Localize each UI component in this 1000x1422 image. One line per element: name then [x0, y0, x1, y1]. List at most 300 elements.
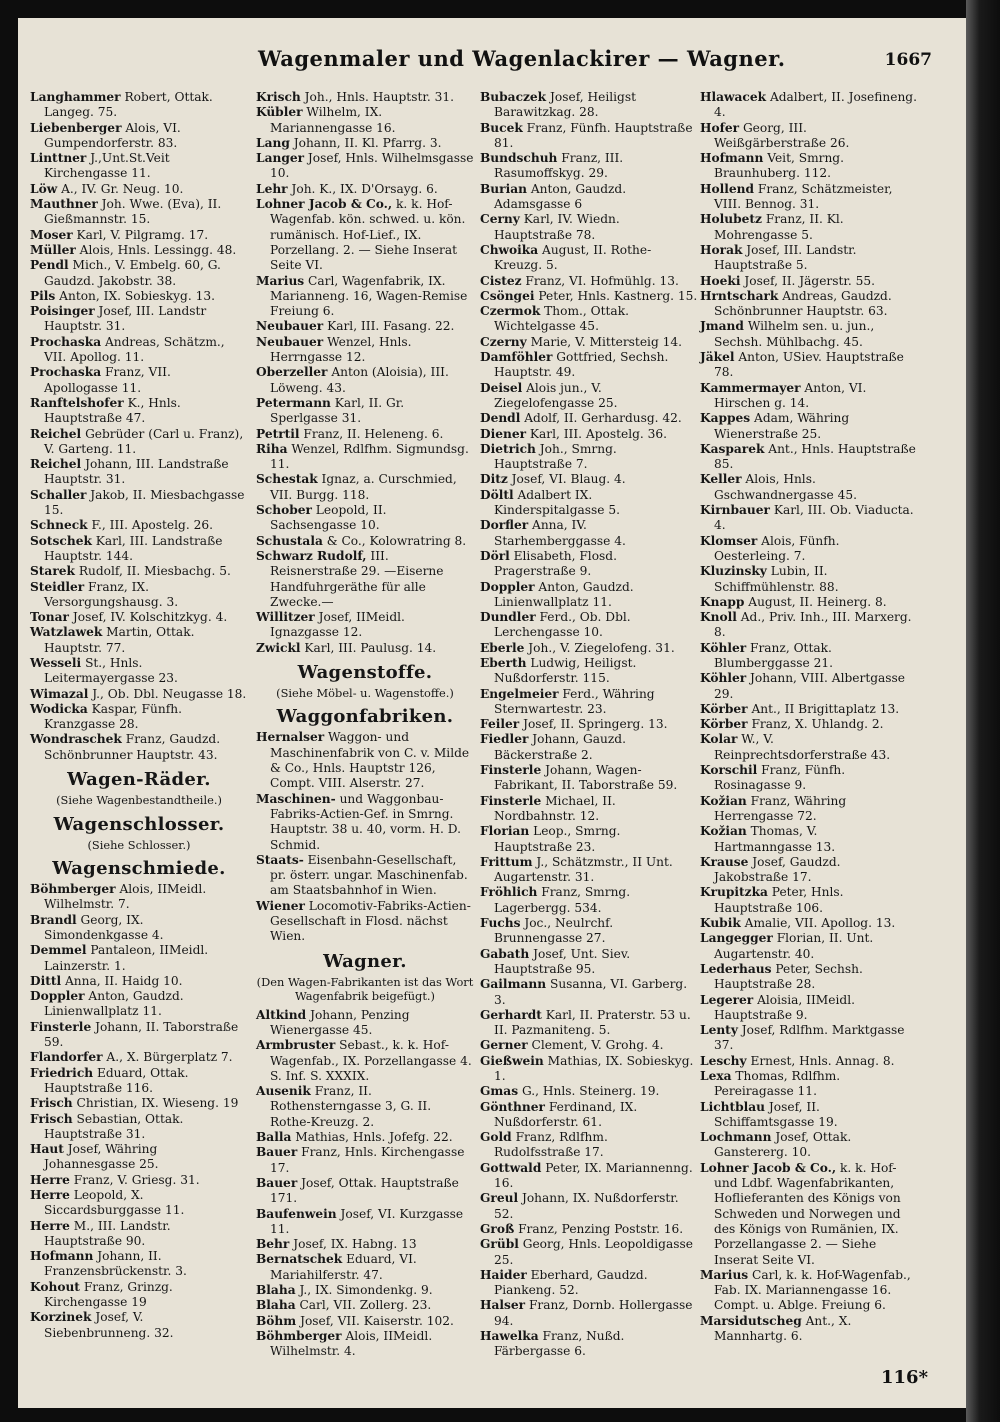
entry-name: Blaha: [256, 1282, 296, 1297]
directory-entry: [700, 641, 918, 672]
entry-name: Mauthner: [30, 197, 98, 212]
entry-details: Carl, k. k. Hof-Wagenfab., Fab. IX. Mariannengasse 16. Compt. u. Ablge. Freiung 6.: [714, 1267, 911, 1313]
entry-details: Ignaz, a. Curschmied, VII. Burgg. 118.: [270, 472, 457, 502]
directory-entry: [30, 457, 248, 488]
directory-entry: [256, 1283, 474, 1298]
entry-name: Kohout: [30, 1279, 80, 1294]
entry-details: Joh., V. Ziegelofeng. 31.: [528, 640, 675, 655]
entry-name: Gailmann: [480, 977, 547, 992]
entry-details: Karl, III. Fasang. 22.: [327, 319, 455, 334]
entry-name: Hofmann: [700, 151, 764, 166]
entry-details: Josef, Rdlfhm. Marktgasse 37.: [714, 1023, 905, 1053]
entry-details: G., Hnls. Steinerg. 19.: [521, 1084, 660, 1099]
entry-details: & Co., Kolowratring 8.: [326, 533, 467, 548]
entry-name: Moser: [30, 227, 73, 242]
entry-details: Leopold, II. Sachsengasse 10.: [270, 503, 387, 533]
entry-details: J., Ob. Dbl. Neugasse 18.: [92, 686, 247, 701]
directory-entry: [256, 610, 474, 641]
entry-details: Ferd., Ob. Dbl. Lerchengasse 10.: [494, 610, 631, 640]
directory-entry: [30, 687, 248, 702]
directory-entry: [700, 1069, 918, 1100]
entry-name: Gabath: [480, 946, 530, 961]
entry-details: Franz, Hnls. Kirchengasse 17.: [270, 1145, 465, 1175]
entry-name: Poisinger: [30, 304, 95, 319]
entry-details: August, II. Heinerg. 8.: [748, 594, 887, 609]
entry-details: Andreas, Gaudzd. Schönbrunner Hauptstr. 63.: [714, 288, 892, 319]
directory-entry: [480, 1237, 698, 1268]
directory-entry: [256, 472, 474, 503]
entry-details: Eisenbahn-Gesellschaft, pr. österr. ungar. Maschinenfab. am Staatsbahnhof in Wien.: [270, 852, 468, 898]
entry-details: K., Hnls. Hauptstraße 47.: [44, 395, 181, 426]
directory-entry: [30, 151, 248, 182]
entry-details: Josef, Ottak. Hauptstraße 171.: [270, 1175, 459, 1206]
entry-details: Thomas, Rdlfhm. Pereiragasse 11.: [714, 1069, 841, 1099]
entry-details: Joh. K., IX. D'Orsayg. 6.: [291, 181, 438, 196]
book-edge: [966, 0, 1000, 1422]
entry-details: Gottfried, Sechsh. Hauptstr. 49.: [494, 350, 669, 380]
entry-details: J., IX. Simondenkg. 9.: [299, 1282, 433, 1297]
entry-details: Franz, Smrng. Lagerbergg. 534.: [494, 885, 631, 915]
entry-details: Martin, Ottak. Hauptstr. 77.: [44, 625, 195, 655]
directory-entry: [480, 1054, 698, 1085]
entry-name: Ausenik: [256, 1084, 311, 1099]
directory-entry: [256, 197, 474, 273]
entry-details: Franz, Fünfh. Hauptstraße 81.: [494, 120, 693, 150]
directory-entry: [700, 121, 918, 152]
directory-entry: [480, 763, 698, 794]
entry-details: Kaspar, Fünfh. Kranzgasse 28.: [44, 701, 182, 732]
directory-entry: [700, 610, 918, 641]
entry-name: Hawelka: [480, 1329, 539, 1344]
entry-details: Johann, II. Taborstraße 59.: [44, 1019, 239, 1050]
entry-details: A., IV. Gr. Neug. 10.: [61, 181, 184, 196]
entry-details: Ant., II Brigittaplatz 13.: [751, 701, 900, 716]
directory-entry: [256, 549, 474, 610]
entry-details: Georg, Hnls. Leopoldigasse 25.: [494, 1237, 693, 1267]
entry-name: Hoeki: [700, 273, 741, 288]
entry-name: Prochaska: [30, 334, 102, 349]
entry-name: Czermok: [480, 304, 541, 319]
directory-entry: [30, 304, 248, 335]
directory-entry: [30, 1096, 248, 1111]
directory-entry: [480, 274, 698, 289]
entry-name: Burian: [480, 181, 527, 196]
entry-details: Anton, USiev. Hauptstraße 78.: [714, 350, 904, 380]
directory-entry: [700, 763, 918, 794]
entry-name: Bundschuh: [480, 151, 558, 166]
entry-name: Herre: [30, 1218, 70, 1233]
entry-details: Josef, Währing Johannesgasse 25.: [44, 1142, 159, 1172]
entry-name: Kirnbauer: [700, 503, 770, 518]
entry-name: Cistez: [480, 273, 522, 288]
directory-entry: [700, 993, 918, 1024]
entry-details: Susanna, VI. Garberg. 3.: [494, 977, 688, 1007]
entry-details: Adalbert IX. Kinderspitalgasse 5.: [494, 487, 620, 518]
entry-name: Liebenberger: [30, 120, 122, 135]
entry-name: Krupitzka: [700, 885, 768, 900]
entry-details: Joh. Wwe. (Eva), II. Gießmannstr. 15.: [44, 197, 222, 227]
entry-name: Legerer: [700, 992, 754, 1007]
directory-entry: [480, 350, 698, 381]
entry-details: Johann, VIII. Albertgasse 29.: [714, 671, 906, 701]
directory-entry: [700, 824, 918, 855]
entry-details: J.,Unt.St.Veit Kirchengasse 11.: [44, 151, 170, 181]
directory-entry: [480, 212, 698, 243]
entry-details: Sebast., k. k. Hof-Wagenfab., IX. Porzellangasse 4. S. Inf. S. XXXIX.: [270, 1038, 472, 1083]
entry-details: Thom., Ottak. Wichtelgasse 45.: [494, 304, 629, 334]
entry-details: Karl, III. Landstraße Hauptstr. 144.: [44, 533, 223, 563]
entry-name: Marsidutscheg: [700, 1313, 802, 1328]
entry-name: Kammermayer: [700, 380, 801, 395]
entry-name: Wimazal: [30, 686, 89, 701]
directory-entry: [480, 947, 698, 978]
entry-details: Josef, VI. Blaug. 4.: [511, 472, 626, 487]
directory-entry: [480, 1084, 698, 1099]
directory-entry: [256, 1130, 474, 1145]
entry-name: Müller: [30, 242, 76, 257]
entry-name: Feiler: [480, 717, 520, 732]
entry-details: Josef, V. Siebenbrunneng. 32.: [44, 1310, 174, 1340]
directory-entry: [480, 885, 698, 916]
entry-details: Sebastian, Ottak. Hauptstraße 31.: [44, 1111, 184, 1141]
entry-name: Linttner: [30, 151, 87, 166]
entry-name: Eberle: [480, 640, 525, 655]
directory-entry: [30, 732, 248, 763]
directory-entry: [256, 730, 474, 791]
entry-name: Kožian: [700, 793, 747, 808]
entry-details: Peter, IX. Mariannenng. 16.: [494, 1160, 693, 1191]
directory-entry: [480, 289, 698, 304]
directory-entry: [30, 289, 248, 304]
directory-entry: [30, 488, 248, 519]
entry-name: Köhler: [700, 640, 747, 655]
entry-name: Wondraschek: [30, 732, 122, 747]
entry-details: Alois, Hnls. Lessingg. 48.: [79, 242, 237, 257]
entry-name: Haider: [480, 1267, 527, 1282]
directory-entry: [256, 853, 474, 899]
entry-name: Grübl: [480, 1237, 519, 1252]
entry-name: Tonar: [30, 610, 69, 625]
entry-details: Mathias, Hnls. Jofefg. 22.: [295, 1130, 453, 1145]
entry-details: Josef, III. Landstr. Hauptstraße 5.: [714, 242, 857, 273]
entry-details: Joh., Hnls. Hauptstr. 31.: [304, 90, 454, 104]
entry-name: Wesseli: [30, 655, 82, 670]
entry-name: Watzlawek: [30, 625, 103, 640]
entry-details: Franz, Dornb. Hollergasse 94.: [494, 1298, 693, 1328]
directory-entry: [256, 899, 474, 945]
directory-entry: [256, 1329, 474, 1360]
entry-name: Fröhlich: [480, 885, 538, 900]
entry-details: August, II. Rothe-Kreuzg. 5.: [494, 242, 652, 273]
page-number: 1667: [884, 50, 932, 70]
entry-details: Ferd., Währing Sternwartestr. 23.: [494, 686, 655, 716]
entry-details: Marie, V. Mittersteig 14.: [530, 334, 683, 349]
entry-name: Gönthner: [480, 1099, 545, 1114]
directory-entry: [256, 136, 474, 151]
entry-name: Deisel: [480, 380, 523, 395]
directory-entry: [480, 427, 698, 442]
directory-entry: [256, 1145, 474, 1176]
directory-entry: [256, 335, 474, 366]
directory-entry: [480, 687, 698, 718]
entry-details: Franz, Rdlfhm. Rudolfsstraße 17.: [494, 1130, 608, 1160]
entry-name: Herre: [30, 1172, 70, 1187]
directory-entry: [256, 90, 474, 105]
directory-entry: [480, 1008, 698, 1039]
entry-name: Halser: [480, 1298, 526, 1313]
directory-entry: [30, 1280, 248, 1311]
directory-entry: [30, 989, 248, 1020]
directory-entry: [700, 151, 918, 182]
entry-name: Krause: [700, 854, 749, 869]
entry-details: Karl, III. Ob. Viaducta. 4.: [714, 503, 914, 533]
entry-details: Christian, IX. Wieseng. 19: [76, 1096, 239, 1111]
entry-details: Alois, VI. Gumpendorferstr. 83.: [44, 120, 181, 150]
section-heading: Waggonfabriken.: [276, 706, 454, 728]
entry-name: Gerhardt: [480, 1007, 542, 1022]
directory-entry: [256, 1176, 474, 1207]
entry-details: F., III. Apostelg. 26.: [91, 518, 213, 533]
handwritten-sheet-number: 116*: [881, 1367, 928, 1388]
entry-details: Ant., Hnls. Hauptstraße 85.: [714, 441, 916, 472]
entry-details: Wenzel, Hnls. Herrngasse 12.: [270, 334, 412, 365]
entry-details: Ludwig, Heiligst. Nußdorferstr. 115.: [494, 655, 637, 686]
entry-details: Karl, V. Pilgramg. 17.: [76, 227, 209, 242]
directory-entry: [480, 151, 698, 182]
entry-name: Frisch: [30, 1111, 73, 1126]
directory-entry: [480, 794, 698, 825]
entry-details: W., V. Reinprechtsdorferstraße 43.: [714, 732, 891, 762]
entry-details: k. k. Hof-Wagenfab. kön. schwed. u. kön. rumänisch. Hof-Lief., IX. Porzellang. 2. — Siehe Inserat Seite VI.: [270, 197, 466, 273]
entry-name: Wiener: [256, 898, 305, 913]
entry-name: Bauer: [256, 1175, 298, 1190]
directory-entry: [700, 564, 918, 595]
entry-details: Joh., Smrng. Hauptstraße 7.: [494, 441, 617, 472]
entry-name: Finsterle: [480, 793, 542, 808]
directory-entry: [256, 534, 474, 549]
directory-entry: [30, 656, 248, 687]
directory-entry: [480, 1222, 698, 1237]
directory-entry: [256, 151, 474, 182]
entry-name: Holubetz: [700, 212, 762, 227]
directory-entry: [30, 625, 248, 656]
entry-details: Johann, IX. Nußdorferstr. 52.: [494, 1191, 679, 1221]
directory-entry: [30, 1173, 248, 1188]
directory-entry: [256, 427, 474, 442]
entry-name: Fiedler: [480, 732, 529, 747]
entry-name: Czerny: [480, 334, 527, 349]
directory-entry: [480, 90, 698, 121]
directory-entry: [480, 488, 698, 519]
directory-entry: [700, 472, 918, 503]
section-note: (Den Wagen-Fabrikanten ist das Wort Wagenfabrik beigefügt.): [256, 974, 474, 1004]
entry-details: Michael, II. Nordbahnstr. 12.: [494, 793, 616, 823]
entry-name: Behr: [256, 1237, 290, 1252]
entry-name: Oberzeller: [256, 365, 328, 380]
entry-name: Staats-: [256, 852, 304, 867]
entry-details: und Waggonbau-Fabriks-Actien-Gef. in Smrng. Hauptstr. 38 u. 40, vorm. H. D. Schmid.: [270, 791, 462, 852]
entry-details: Franz, Gaudzd. Schönbrunner Hauptstr. 43.: [44, 732, 221, 762]
entry-details: Franz, II. Heleneng. 6.: [303, 426, 444, 441]
entry-details: Franz, II. Kl. Mohrengasse 5.: [714, 212, 844, 242]
entry-name: Korschil: [700, 763, 758, 778]
entry-name: Wodicka: [30, 701, 88, 716]
directory-entry: [700, 702, 918, 717]
entry-details: Aloisia, IIMeidl. Hauptstraße 9.: [714, 992, 855, 1022]
directory-entry: [30, 258, 248, 289]
entry-name: Lang: [256, 135, 290, 150]
directory-entry: [700, 1054, 918, 1069]
directory-entry: [480, 1130, 698, 1161]
entry-details: Peter, Hnls. Hauptstraße 106.: [714, 885, 844, 915]
entry-details: Karl, II. Gr. Sperlgasse 31.: [270, 395, 405, 426]
entry-name: Löw: [30, 181, 58, 196]
directory-entry: [700, 794, 918, 825]
entry-name: Knoll: [700, 610, 737, 625]
entry-details: Leopold, X. Siccardsburggasse 11.: [44, 1188, 185, 1218]
directory-entry: [700, 381, 918, 412]
entry-details: Anton (Aloisia), III. Löweng. 43.: [270, 365, 449, 395]
directory-entry: [30, 1188, 248, 1219]
entry-name: Armbruster: [256, 1038, 336, 1053]
entry-name: Friedrich: [30, 1065, 94, 1080]
entry-name: Klomser: [700, 533, 758, 548]
entry-details: J., Schätzmstr., II Unt. Augartenstr. 31.: [494, 854, 673, 885]
entry-details: Adolf, II. Gerhardusg. 42.: [524, 411, 682, 426]
directory-entry: [480, 656, 698, 687]
entry-name: Chwoika: [480, 242, 539, 257]
entry-name: Kübler: [256, 105, 303, 120]
directory-entry: [480, 1191, 698, 1222]
directory-entry: [700, 1161, 918, 1268]
entry-name: Kluzinsky: [700, 564, 767, 579]
directory-entry: [700, 1268, 918, 1314]
entry-name: Gerner: [480, 1038, 528, 1053]
entry-name: Lenty: [700, 1023, 738, 1038]
entry-details: Johann, Wagen-Fabrikant, II. Taborstraße 59.: [494, 763, 678, 793]
directory-entry: [480, 732, 698, 763]
entry-name: Lohner Jacob & Co.,: [256, 197, 393, 212]
entry-name: Jmand: [700, 319, 744, 334]
entry-name: Greul: [480, 1191, 519, 1206]
entry-details: Eberhard, Gaudzd. Piankeng. 52.: [494, 1267, 648, 1298]
directory-entry: [480, 824, 698, 855]
entry-name: Frisch: [30, 1096, 73, 1111]
entry-details: Franz, Nußd. Färbergasse 6.: [494, 1329, 625, 1359]
entry-details: Josef, II. Schiffamtsgasse 19.: [714, 1099, 838, 1129]
entry-name: Fuchs: [480, 916, 521, 931]
entry-details: Veit, Smrng. Braunhuberg. 112.: [714, 151, 844, 181]
directory-entry: [30, 365, 248, 396]
entry-name: Starek: [30, 564, 75, 579]
entry-name: Schneck: [30, 518, 88, 533]
directory-entry: [480, 411, 698, 426]
entry-details: Franz, III. Rasumoffskyg. 29.: [494, 151, 624, 181]
entry-details: Franz, X. Uhlandg. 2.: [751, 717, 884, 732]
entry-details: Gebrüder (Carl u. Franz), V. Garteng. 11.: [44, 426, 244, 456]
entry-name: Langer: [256, 151, 305, 166]
entry-name: Dorfler: [480, 518, 529, 533]
section-heading: Wagenstoffe.: [297, 661, 433, 683]
directory-entry: [480, 1038, 698, 1053]
entry-name: Neubauer: [256, 319, 324, 334]
entry-details: Johann, III. Landstraße Hauptstr. 31.: [44, 457, 229, 487]
entry-name: Schaller: [30, 487, 87, 502]
directory-entry: [700, 855, 918, 886]
entry-name: Frittum: [480, 854, 533, 869]
page-header: [18, 44, 966, 80]
entry-name: Steidler: [30, 579, 85, 594]
entry-name: Gottwald: [480, 1160, 542, 1175]
entry-name: Korzinek: [30, 1310, 92, 1325]
entry-details: Wilhelm sen. u. jun., Sechsh. Mühlbachg. 45.: [714, 319, 875, 349]
entry-details: Johann, II. Franzensbrückenstr. 3.: [44, 1249, 187, 1279]
directory-entry: [256, 1008, 474, 1039]
entry-details: Georg, IX. Simondenkgasse 4.: [44, 912, 164, 942]
directory-entry: [256, 182, 474, 197]
directory-entry: [256, 641, 474, 656]
entry-name: Kolar: [700, 732, 738, 747]
entry-details: A., X. Bürgerplatz 7.: [106, 1050, 233, 1065]
directory-entry: [480, 1329, 698, 1360]
directory-entry: [256, 105, 474, 136]
directory-entry: [256, 1207, 474, 1238]
entry-name: Prochaska: [30, 365, 102, 380]
directory-entry: [480, 182, 698, 213]
directory-entry: [30, 1219, 248, 1250]
entry-name: Baufenwein: [256, 1206, 337, 1221]
directory-entry: [480, 442, 698, 473]
entry-details: Wilhelm, IX. Mariannengasse 16.: [270, 105, 396, 135]
entry-details: Thomas, V. Hartmanngasse 13.: [714, 824, 836, 854]
entry-details: Karl, III. Paulusg. 14.: [304, 640, 437, 655]
directory-entry: [700, 671, 918, 702]
entry-name: Damföhler: [480, 350, 553, 365]
entry-details: Josef, III. Landstr Hauptstr. 31.: [44, 304, 207, 334]
entry-name: Kožian: [700, 824, 747, 839]
entry-name: Hollend: [700, 181, 755, 196]
directory-entry: [30, 580, 248, 611]
entry-name: Altkind: [256, 1007, 307, 1022]
entry-details: Pantaleon, IIMeidl. Lainzerstr. 1.: [44, 943, 209, 973]
entry-details: Florian, II. Unt. Augartenstr. 40.: [714, 931, 874, 961]
entry-details: Locomotiv-Fabriks-Actien-Gesellschaft in Flosd. nächst Wien.: [270, 898, 471, 944]
directory-entry: [700, 350, 918, 381]
entry-name: Lohner Jacob & Co.,: [700, 1160, 837, 1175]
section-note: (Siehe Wagenbestandtheile.): [56, 793, 222, 808]
directory-entry: [700, 885, 918, 916]
entry-details: Wenzel, Rdlfhm. Sigmundsg. 11.: [270, 441, 469, 472]
directory-entry: [30, 243, 248, 258]
entry-name: Willitzer: [256, 610, 315, 625]
directory-entry: [256, 442, 474, 473]
entry-name: Gießwein: [480, 1053, 544, 1068]
entry-details: Josef, IV. Kolschitzkyg. 4.: [72, 610, 228, 625]
directory-entry: [256, 274, 474, 320]
directory-entry: [30, 90, 248, 121]
section-heading: Wagner.: [323, 950, 407, 972]
entry-details: Anton, IX. Sobieskyg. 13.: [59, 288, 215, 303]
entry-name: Engelmeier: [480, 686, 559, 701]
directory-entry: [480, 335, 698, 350]
entry-details: Alois, Fünfh. Oesterleing. 7.: [714, 533, 840, 563]
directory-entry: [256, 1298, 474, 1313]
directory-entry: [30, 943, 248, 974]
directory-entry: [30, 1249, 248, 1280]
entry-name: Dietrich: [480, 441, 536, 456]
entry-details: Franz, VI. Hofmühlg. 13.: [525, 273, 679, 288]
entry-details: Karl, IV. Wiedn. Hauptstraße 78.: [494, 212, 620, 242]
